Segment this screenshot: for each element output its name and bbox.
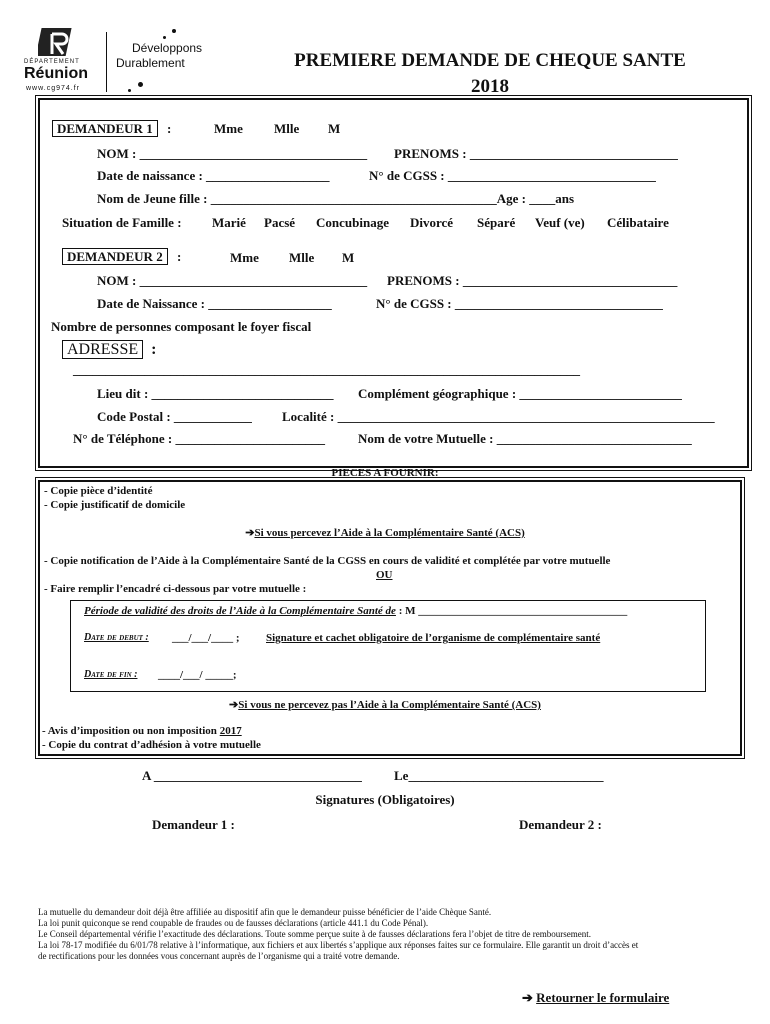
situation-concubinage[interactable]: Concubinage (316, 215, 389, 230)
cgss-field-2[interactable]: N° de CGSS : ________________________________ (376, 296, 663, 311)
arrow-right-icon: ➔ (229, 699, 239, 711)
civility-mlle-2[interactable]: Mlle (289, 250, 315, 265)
situation-separe[interactable]: Séparé (477, 215, 516, 230)
adresse-heading: ADRESSE : (62, 341, 156, 359)
logo-divider (106, 32, 107, 92)
return-form-link[interactable]: ➔ Retourner le formulaire (522, 990, 670, 1005)
page-title: PREMIERE DEMANDE DE CHEQUE SANTE (294, 50, 686, 71)
piece-identite: - Copie pièce d’identité (44, 485, 153, 497)
code-postal-field[interactable]: Code Postal : ____________ (97, 409, 252, 424)
dot-icon (163, 36, 166, 39)
dot-icon (172, 29, 176, 33)
signatures-title: Signatures (Obligatoires) (315, 792, 455, 807)
signature-demandeur1[interactable]: Demandeur 1 : (152, 817, 235, 832)
signature-demandeur2[interactable]: Demandeur 2 : (519, 817, 602, 832)
situation-celibataire[interactable]: Célibataire (607, 215, 669, 230)
cgss-field-1[interactable]: N° de CGSS : ________________________________ (369, 168, 656, 183)
nom-field-1[interactable]: NOM : ___________________________________ (97, 146, 368, 161)
date-debut-field[interactable]: ___/___/____ ; (172, 632, 240, 644)
piece-notification: - Copie notification de l’Aide à la Complémentaire Santé de la CGSS en cours de validité et complétée par votre mutuelle (44, 555, 611, 567)
demandeur2-heading: DEMANDEUR 2 : (62, 249, 181, 265)
situation-pacse[interactable]: Pacsé (264, 215, 296, 230)
foyer-label[interactable]: Nombre de personnes composant le foyer fiscal (51, 319, 312, 334)
pieces-title: PIECES A FOURNIR: (331, 467, 439, 479)
birthdate-field-2[interactable]: Date de Naissance : ___________________ (97, 296, 332, 311)
legal-notice: La mutuelle du demandeur doit déjà être affiliée au dispositif afin que le demandeur puisse bénéficier de l’aide Chèque Santé. La loi punit quiconque se rend coupable de fraudes ou de fausses déclarations (article 441.1 du Code Pénal). Le Conseil départemental vérifie l’exactitude des déclarations. Toute somme perçue suite à de fausses déclarations fera l’objet de titre de remboursement. La loi 78-17 modifiée du 6/01/78 relative à l’informatique, aux fichiers et aux libertés s’applique aux réponses faites sur ce formulaire. Elle garantit un droit d’accès et de rectifications pour les données vous concernant auprès de l’organisme qui a traité votre demande. (38, 907, 639, 961)
acs-yes-heading: ➔Si vous percevez l’Aide à la Complémentaire Santé (ACS) (245, 527, 525, 539)
piece-domicile: - Copie justificatif de domicile (44, 499, 186, 511)
civility-mlle-1[interactable]: Mlle (274, 121, 300, 136)
or-label: OU (376, 569, 393, 581)
civility-m-2[interactable]: M (342, 250, 355, 265)
arrow-right-icon: ➔ (522, 990, 533, 1005)
slogan-line2: Durablement (116, 56, 185, 70)
slogan-line1: Développons (132, 41, 203, 55)
situation-marie[interactable]: Marié (212, 215, 246, 230)
date-fin-label: Date de fin : (84, 669, 138, 680)
piece-contrat: - Copie du contrat d’adhésion à votre mutuelle (42, 739, 261, 751)
complement-field[interactable]: Complément géographique : _________________________ (358, 386, 682, 401)
website: www.cg974.fr (26, 85, 81, 92)
civility-m-1[interactable]: M (328, 121, 341, 136)
logo (24, 26, 224, 98)
dept-label: DÉPARTEMENT (24, 59, 80, 65)
demandeur1-heading: DEMANDEUR 1 : (52, 121, 171, 137)
date-fin-field[interactable]: ____/___/ _____; (158, 669, 237, 681)
birthdate-field-1[interactable]: Date de naissance : ___________________ (97, 168, 330, 183)
acs-no-heading: ➔Si vous ne percevez pas l’Aide à la Complémentaire Santé (ACS) (229, 699, 541, 711)
maiden-name-field[interactable]: Nom de Jeune fille : ____________________________________________Age : ____ans (97, 191, 575, 206)
prenoms-field-1[interactable]: PRENOMS : ________________________________ (394, 146, 678, 161)
localite-field[interactable]: Localité : __________________________________________________________ (282, 409, 715, 424)
signature-cachet: Signature et cachet obligatoire de l’organisme de complémentaire santé (266, 632, 601, 644)
demandeur1-label: DEMANDEUR 1 (52, 120, 158, 137)
prenoms-field-2[interactable]: PRENOMS : _________________________________ (387, 273, 678, 288)
telephone-field[interactable]: N° de Téléphone : _______________________ (73, 431, 325, 446)
adresse-label: ADRESSE (62, 340, 143, 359)
situation-label: Situation de Famille : (62, 215, 182, 230)
situation-veuf[interactable]: Veuf (ve) (535, 215, 585, 230)
page-title-year: 2018 (471, 76, 509, 97)
lieu-dit-field[interactable]: Lieu dit : ____________________________ (97, 386, 334, 401)
piece-avis: - Avis d’imposition ou non imposition 2017 (42, 725, 242, 737)
civility-mme-1[interactable]: Mme (214, 121, 243, 136)
dot-icon (128, 89, 131, 92)
reunion-logo-icon (38, 26, 78, 60)
piece-remplir: - Faire remplir l’encadré ci-dessous par votre mutuelle : (44, 583, 307, 595)
arrow-right-icon: ➔ (245, 527, 255, 539)
mutuelle-field[interactable]: Nom de votre Mutuelle : ______________________________ (358, 431, 692, 446)
lieu-signature-field[interactable]: A ________________________________ (142, 768, 362, 783)
situation-divorce[interactable]: Divorcé (410, 215, 454, 230)
date-signature-field[interactable]: Le______________________________ (394, 768, 604, 783)
periode-validite: Période de validité des droits de l’Aide à la Complémentaire Santé de : M ______________________________________ (84, 605, 628, 617)
nom-field-2[interactable]: NOM : ___________________________________ (97, 273, 368, 288)
reunion-label: Réunion (24, 65, 88, 82)
demandeur2-label: DEMANDEUR 2 (62, 248, 168, 265)
adresse-line[interactable]: ______________________________________________________________________________ (73, 362, 580, 377)
dot-icon (138, 82, 143, 87)
date-debut-label: Date de debut : (84, 632, 149, 643)
civility-mme-2[interactable]: Mme (230, 250, 259, 265)
